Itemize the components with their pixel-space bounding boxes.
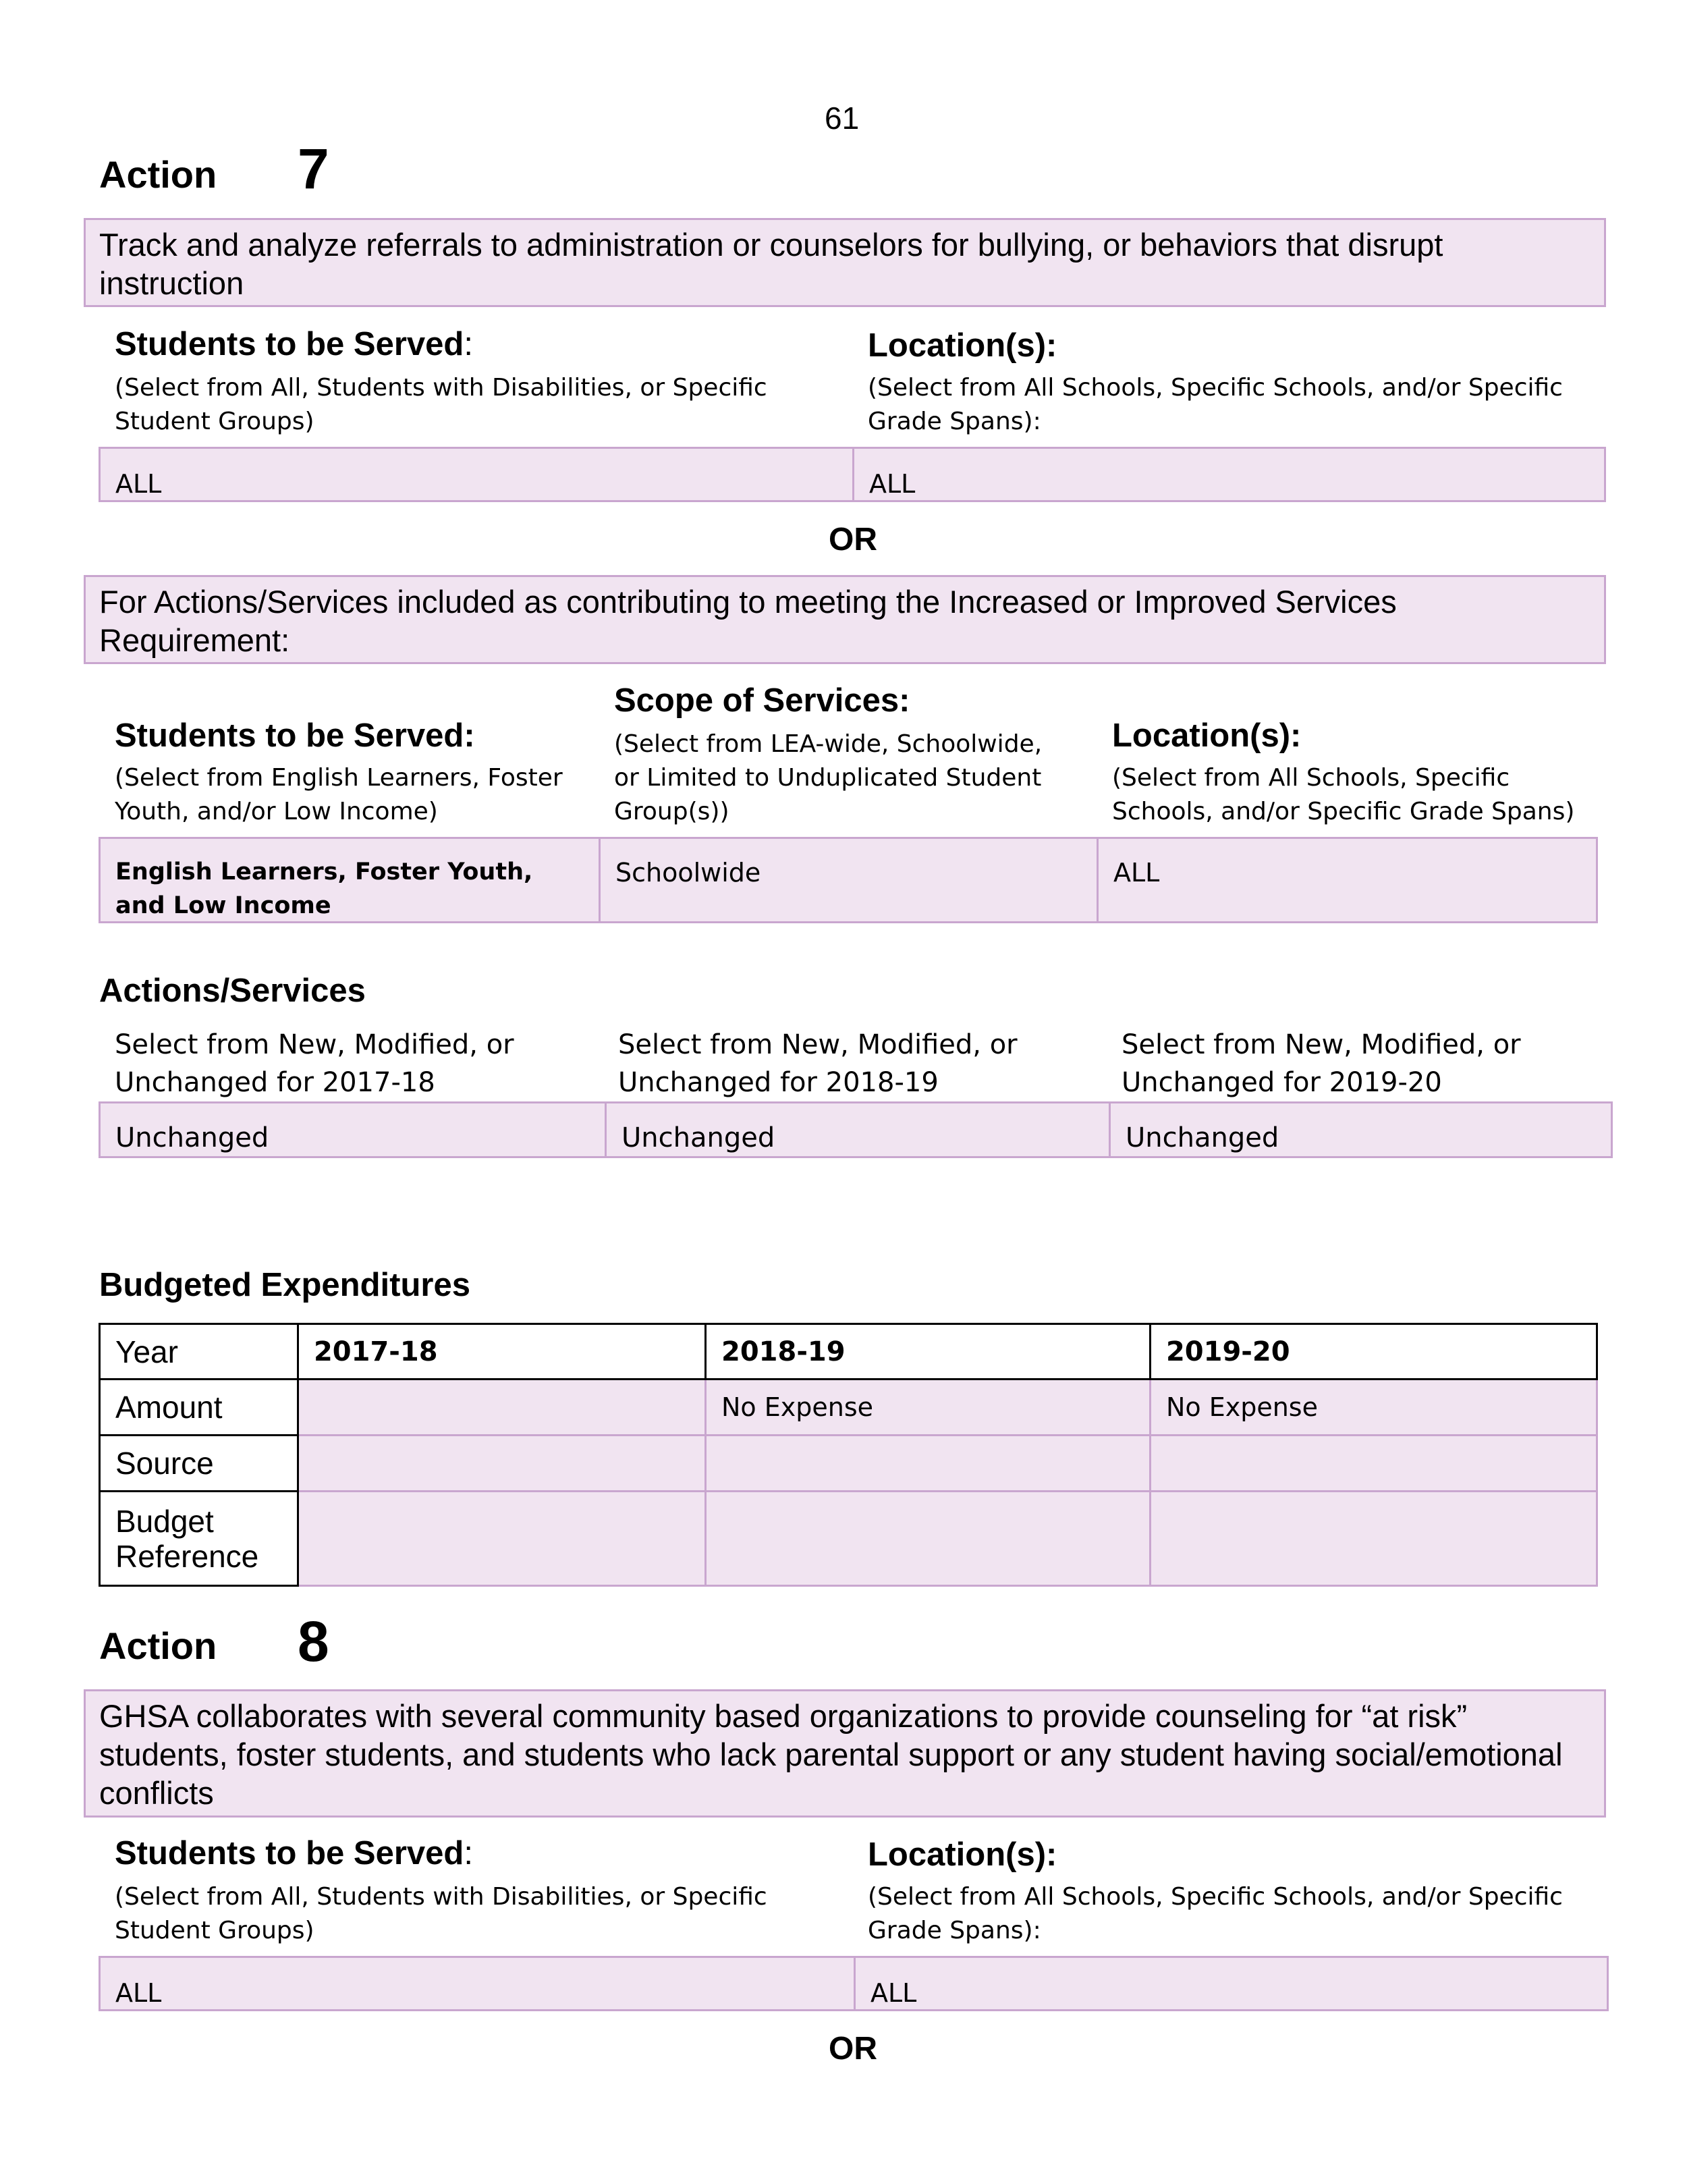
- select-label-2017-18: Select from New, Modified, or Unchanged for 2017-18: [115, 1029, 514, 1098]
- budget-header-2018-19: 2018-19: [705, 1324, 1150, 1380]
- action-7-description[interactable]: Track and analyze referrals to administration or counselors for bullying, or behaviors that disrupt instruction: [84, 218, 1606, 307]
- budget-cell-amount-2018-19[interactable]: No Expense: [705, 1380, 1150, 1436]
- budget-cell-source-2018-19[interactable]: [705, 1436, 1150, 1492]
- scope-value[interactable]: Schoolwide: [599, 839, 1097, 921]
- contrib-location-heading: Location(s):: [1112, 717, 1302, 754]
- budget-row-source: [100, 1436, 1597, 1492]
- select-values-row: [99, 1101, 1613, 1158]
- action-8-students-heading: Students to be Served:: [115, 1835, 473, 1872]
- budget-header-2019-20: 2019-20: [1150, 1324, 1597, 1380]
- scope-hint: (Select from LEA-wide, Schoolwide, or Limited to Unduplicated Student Group(s)): [614, 730, 1043, 825]
- action-7-or: OR: [829, 522, 877, 557]
- select-value-2019-20[interactable]: Unchanged: [1109, 1103, 1611, 1156]
- action-7-students-heading: Students to be Served:: [115, 326, 473, 362]
- action-8-location-heading: Location(s):: [868, 1836, 1057, 1873]
- contrib-students-value[interactable]: English Learners, Foster Youth, and Low Income: [115, 858, 533, 919]
- page-number: 61: [825, 101, 860, 136]
- contrib-location-hint: (Select from All Schools, Specific Schools, and/or Specific Grade Spans): [1112, 764, 1575, 825]
- action-7-number: 7: [298, 137, 329, 200]
- contrib-students-hint: (Select from English Learners, Foster Youth, and/or Low Income): [115, 764, 563, 825]
- action-8-or: OR: [829, 2031, 877, 2067]
- action-7-label: Action: [99, 153, 217, 196]
- action-8-location-value[interactable]: ALL: [854, 1958, 1607, 2009]
- action-8-location-hint: (Select from All Schools, Specific Schools, and/or Specific Grade Spans):: [868, 1883, 1563, 1944]
- budget-cell-amount-2019-20[interactable]: No Expense: [1150, 1380, 1597, 1436]
- contrib-fields: [99, 837, 1598, 923]
- budget-header-year: Year: [100, 1324, 298, 1380]
- action-7-location-value[interactable]: ALL: [852, 449, 1604, 500]
- budget-cell-amount-2017-18[interactable]: [298, 1380, 705, 1436]
- budget-label-amount: Amount: [100, 1380, 298, 1436]
- budget-row-amount: [100, 1380, 1597, 1436]
- scope-heading: Scope of Services:: [614, 682, 910, 719]
- action-7-students-value[interactable]: ALL: [115, 469, 162, 499]
- budget-heading: Budgeted Expenditures: [99, 1267, 470, 1303]
- action-8-label: Action: [99, 1625, 217, 1667]
- budget-cell-reference-2017-18[interactable]: [298, 1492, 705, 1586]
- action-8-students-value[interactable]: ALL: [115, 1978, 162, 2008]
- select-value-2017-18[interactable]: Unchanged: [115, 1122, 269, 1153]
- select-value-2018-19[interactable]: Unchanged: [605, 1103, 1109, 1156]
- action-8-served-fields: [99, 1956, 1609, 2011]
- budget-cell-source-2017-18[interactable]: [298, 1436, 705, 1492]
- budget-header-row: [100, 1324, 1597, 1380]
- action-7-students-hint: (Select from All, Students with Disabilities, or Specific Student Groups): [115, 374, 767, 435]
- action-8-students-hint: (Select from All, Students with Disabilities, or Specific Student Groups): [115, 1883, 767, 1944]
- budget-row-reference: [100, 1492, 1597, 1586]
- action-8-number: 8: [298, 1610, 329, 1673]
- budget-cell-reference-2019-20[interactable]: [1150, 1492, 1597, 1586]
- actions-services-heading: Actions/Services: [99, 973, 366, 1009]
- action-7-location-hint: (Select from All Schools, Specific Schools, and/or Specific Grade Spans):: [868, 374, 1563, 435]
- budget-header-2017-18: 2017-18: [298, 1324, 705, 1380]
- budget-label-source: Source: [100, 1436, 298, 1492]
- action-7-served-fields: [99, 447, 1606, 502]
- select-label-2018-19: Select from New, Modified, or Unchanged for 2018-19: [618, 1029, 1018, 1098]
- budget-table: [99, 1323, 1598, 1587]
- contrib-students-heading: Students to be Served:: [115, 717, 475, 754]
- contrib-location-value[interactable]: ALL: [1097, 839, 1596, 921]
- budget-cell-reference-2018-19[interactable]: [705, 1492, 1150, 1586]
- action-8-description[interactable]: GHSA collaborates with several community based organizations to provide counseling for “at risk” students, foster students, and students who lack parental support or any student having social/emotional conflicts: [84, 1689, 1606, 1818]
- budget-label-reference: Budget Reference: [100, 1492, 298, 1586]
- budget-cell-source-2019-20[interactable]: [1150, 1436, 1597, 1492]
- select-label-2019-20: Select from New, Modified, or Unchanged for 2019-20: [1122, 1029, 1521, 1098]
- action-7-location-heading: Location(s):: [868, 327, 1057, 364]
- action-7-contributing-text: For Actions/Services included as contributing to meeting the Increased or Improved Services Requirement:: [84, 575, 1606, 664]
